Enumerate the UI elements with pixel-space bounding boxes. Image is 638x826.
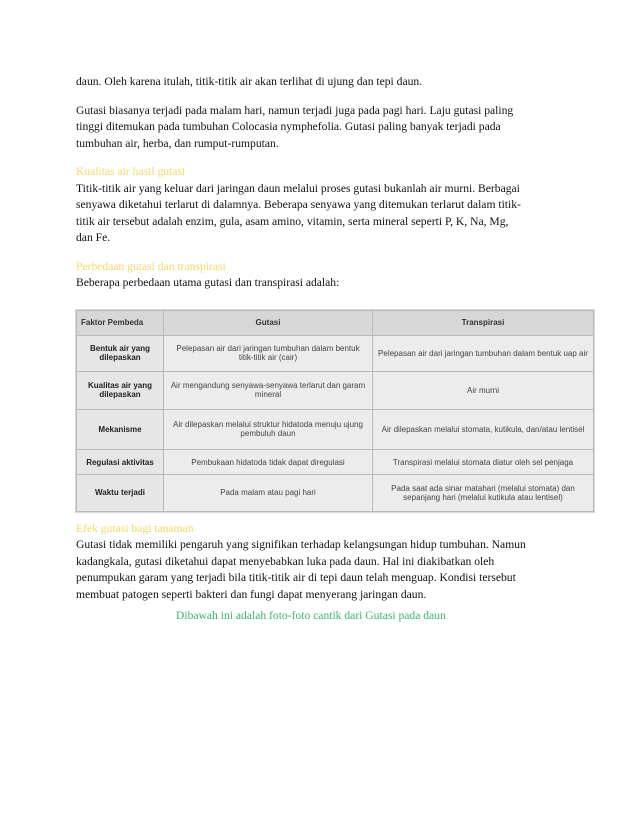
line: membuat patogen seperti bakteri dan fungi dapat menyerang jaringan daun. (76, 587, 427, 601)
line: Titik-titik air yang keluar dari jaringan daun melalui proses gutasi bukanlah air murni. Berbagai (76, 181, 520, 195)
paragraph-efek (76, 537, 576, 603)
line: penumpukan garam yang terjadi bila titik-titik air di tepi daun telah menguap. Kondisi tersebut (76, 571, 516, 584)
line: senyawa diketahui terlarut di dalamnya. Beberapa senyawa yang ditemukan terlarut dalam titik- (76, 198, 521, 211)
paragraph-intro: daun. Oleh karena itulah, titik-titik air akan terlihat di ujung dan tepi daun. (76, 75, 423, 88)
table-row (77, 449, 594, 475)
heading-efek: Efek gutasi bagi tanaman (76, 521, 194, 535)
table-row (77, 371, 594, 409)
table-row (77, 335, 594, 371)
table-cell-transpirasi: Pada saat ada sinar matahari (melalui stomata) dan sepanjang hari (melalui kutikula atau lentisel) (373, 475, 594, 511)
table-row (77, 475, 594, 511)
line: kadangkala, gutasi diketahui dapat menyebabkan luka pada daun. Hal ini diakibatkan oleh (76, 554, 495, 568)
table-cell-gutasi: Pada malam atau pagi hari (164, 475, 373, 511)
table-cell-factor: Waktu terjadi (77, 475, 164, 511)
paragraph-kualitas (76, 181, 576, 247)
paragraph-perbedaan-intro: Beberapa perbedaan utama gutasi dan transpirasi adalah: (76, 276, 340, 289)
table-cell-factor: Bentuk air yang dilepaskan (77, 335, 164, 371)
table-header-transpirasi: Transpirasi (373, 310, 594, 335)
table-cell-gutasi: Air mengandung senyawa-senyawa terlarut dan garam mineral (164, 371, 373, 409)
line: titik air tersebut adalah enzim, gula, asam amino, vitamin, serta mineral seperti P, K, Na, Mg, (76, 214, 509, 228)
table-cell-factor: Kualitas air yang dilepaskan (77, 371, 164, 409)
paragraph-gutasi-time (76, 103, 576, 153)
table-header-faktor: Faktor Pembeda (77, 310, 164, 335)
table-header-gutasi: Gutasi (164, 310, 373, 335)
table-cell-gutasi: Pelepasan air dari jaringan tumbuhan dalam bentuk titik-titik air (cair) (164, 335, 373, 371)
line: tumbuhan air, herba, dan rumput-rumputan. (76, 136, 279, 150)
comparison-table-image (75, 309, 595, 513)
comparison-table (76, 310, 594, 512)
heading-kualitas: Kualitas air hasil gutasi (76, 165, 186, 178)
table-cell-gutasi: Pembukaan hidatoda tidak dapat diregulasi (164, 449, 373, 475)
line: tinggi ditemukan pada tumbuhan Colocasia nymphefolia. Gutasi paling banyak terjadi pada (76, 120, 501, 133)
table-cell-factor: Mekanisme (77, 409, 164, 449)
table-cell-transpirasi: Transpirasi melalui stomata diatur oleh sel penjaga (373, 449, 594, 475)
line: dan Fe. (76, 231, 111, 244)
line: Gutasi biasanya terjadi pada malam hari, namun terjadi juga pada pagi hari. Laju gutasi paling (76, 103, 514, 117)
table-cell-gutasi: Air dilepaskan melalui struktur hidatoda menuju ujung pembuluh daun (164, 409, 373, 449)
document-page (76, 74, 588, 624)
table-cell-transpirasi: Pelepasan air dari jaringan tumbuhan dalam bentuk uap air (373, 335, 594, 371)
line: Gutasi tidak memiliki pengaruh yang signifikan terhadap kelangsungan hidup tumbuhan. Namun (76, 538, 526, 551)
table-row (77, 409, 594, 449)
table-cell-transpirasi: Air murni (373, 371, 594, 409)
table-cell-transpirasi: Air dilepaskan melalui stomata, kutikula, dan/atau lentisel (373, 409, 594, 449)
heading-perbedaan: Perbedaan gutasi dan transpirasi (76, 259, 226, 273)
photo-intro-note: Dibawah ini adalah foto-foto cantik dari Gutasi pada daun (176, 609, 446, 622)
table-cell-factor: Regulasi aktivitas (77, 449, 164, 475)
